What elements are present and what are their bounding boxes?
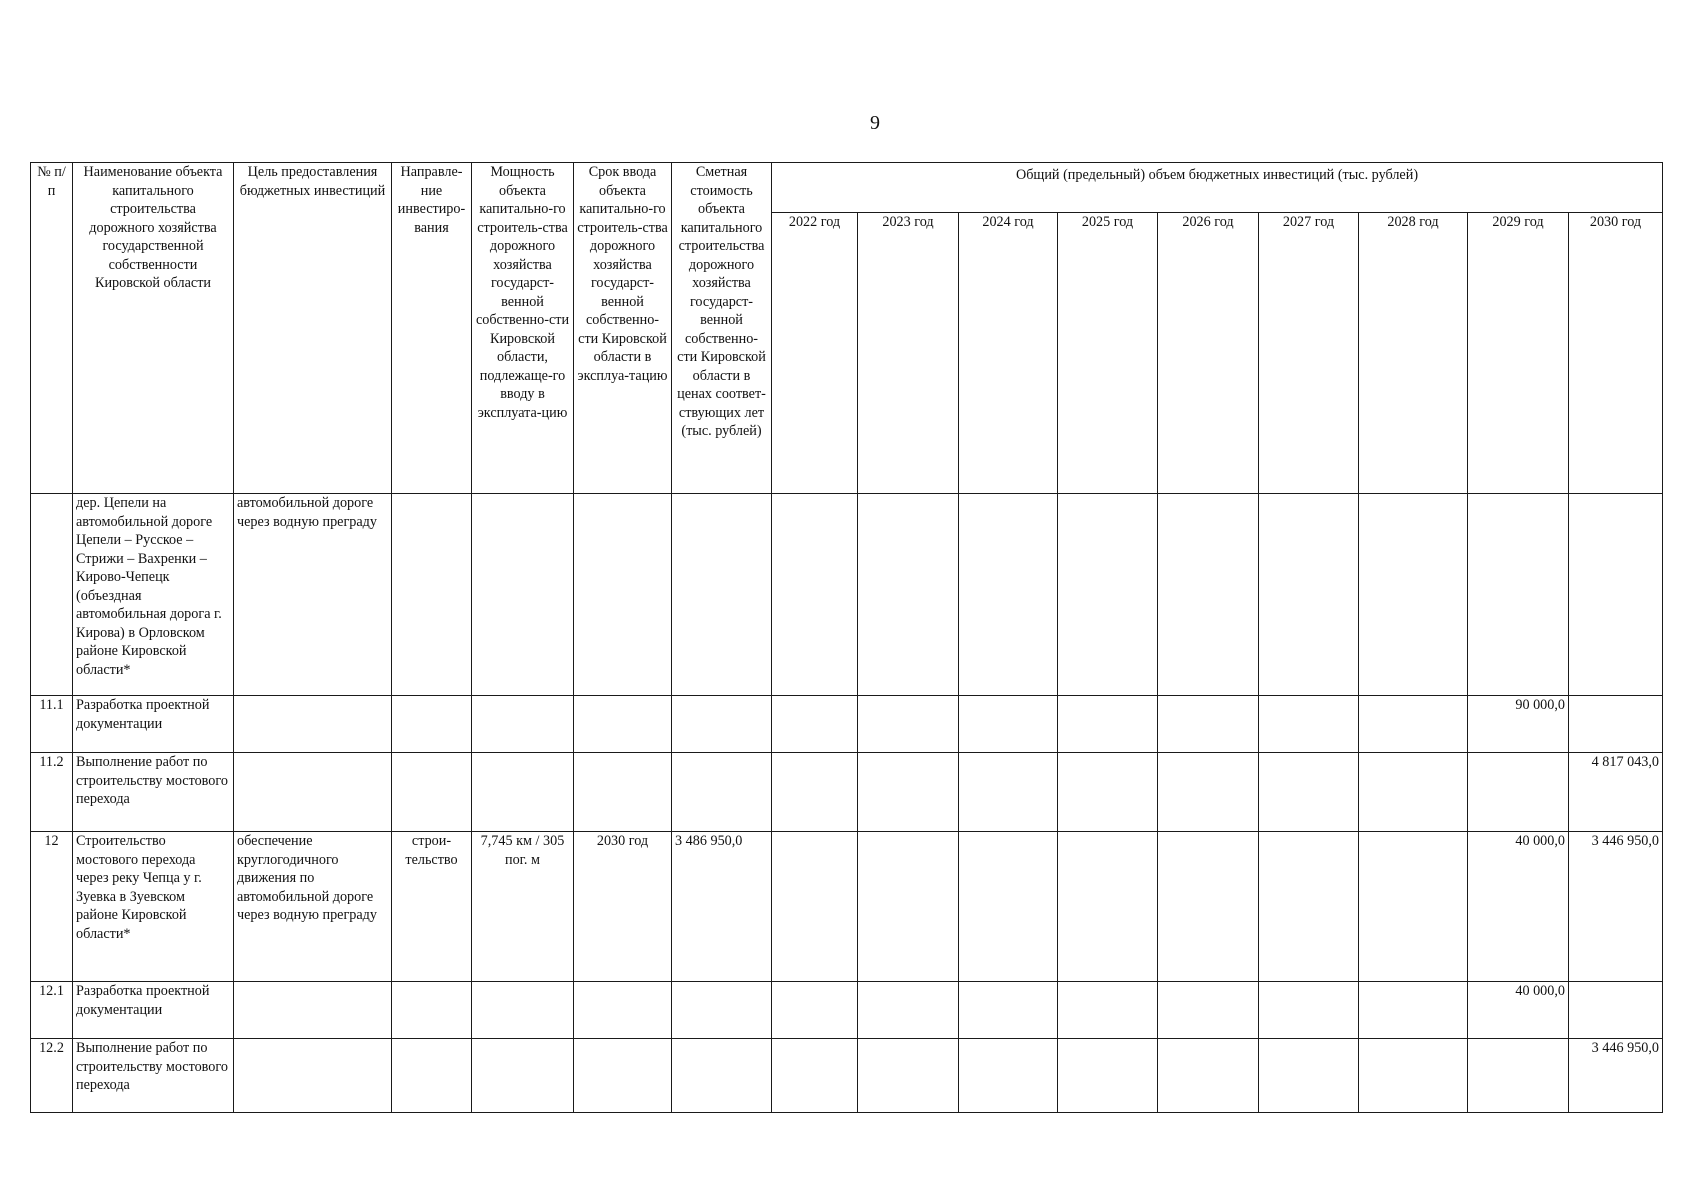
cell-year-value: [1158, 832, 1259, 982]
cell-capacity: [472, 982, 574, 1039]
cell-year-value: [772, 1039, 858, 1113]
header-direction: Направле-ние инвестиро-вания: [392, 163, 472, 494]
table-row: [31, 696, 1663, 753]
cell-year-value: [772, 494, 858, 696]
cell-cost: 3 486 950,0: [672, 832, 772, 982]
page-number: 9: [870, 112, 880, 134]
cell-year-value: [1569, 494, 1663, 696]
cell-name: Выполнение работ по строительству мостового перехода: [73, 753, 234, 832]
cell-year-value: [959, 753, 1058, 832]
cell-purpose: автомобильной дороге через водную преграду: [234, 494, 392, 696]
cell-year-value: [1058, 1039, 1158, 1113]
cell-year-value: [858, 1039, 959, 1113]
cell-num: 12: [31, 832, 73, 982]
cell-year-value: [1058, 494, 1158, 696]
cell-year-value: [1158, 1039, 1259, 1113]
cell-capacity: [472, 753, 574, 832]
cell-direction: [392, 494, 472, 696]
cell-num: 11.1: [31, 696, 73, 753]
table-row: [31, 832, 1663, 982]
cell-num: 12.2: [31, 1039, 73, 1113]
cell-cost: [672, 696, 772, 753]
cell-purpose: [234, 753, 392, 832]
cell-term: 2030 год: [574, 832, 672, 982]
cell-year-value: [1359, 982, 1468, 1039]
header-year: 2022 год: [772, 213, 858, 494]
cell-year-value: [959, 494, 1058, 696]
table-row: [31, 982, 1663, 1039]
cell-capacity: [472, 494, 574, 696]
cell-year-value: [1569, 982, 1663, 1039]
header-row: [31, 163, 1663, 213]
cell-year-value: 40 000,0: [1468, 982, 1569, 1039]
cell-term: [574, 982, 672, 1039]
cell-num: 11.2: [31, 753, 73, 832]
header-year: 2026 год: [1158, 213, 1259, 494]
cell-year-value: [858, 494, 959, 696]
header-capacity: Мощность объекта капитально-го строитель-ства дорожного хозяйства государст-венной собственно-сти Кировской области, подлежаще-го вводу в эксплуата-цию: [472, 163, 574, 494]
cell-year-value: [1468, 494, 1569, 696]
cell-year-value: 90 000,0: [1468, 696, 1569, 753]
cell-num: [31, 494, 73, 696]
cell-year-value: [1359, 494, 1468, 696]
header-year: 2025 год: [1058, 213, 1158, 494]
cell-year-value: [772, 832, 858, 982]
cell-year-value: [772, 696, 858, 753]
cell-year-value: [959, 1039, 1058, 1113]
cell-year-value: 3 446 950,0: [1569, 1039, 1663, 1113]
cell-year-value: [858, 753, 959, 832]
cell-capacity: [472, 696, 574, 753]
cell-year-value: 4 817 043,0: [1569, 753, 1663, 832]
header-total-investment: Общий (предельный) объем бюджетных инвестиций (тыс. рублей): [772, 163, 1663, 213]
cell-year-value: [1058, 832, 1158, 982]
cell-year-value: [772, 982, 858, 1039]
header-year: 2030 год: [1569, 213, 1663, 494]
cell-name: дер. Цепели на автомобильной дороге Цепели – Русское – Стрижи – Вахренки – Кирово-Чепецк (объездная автомобильная дорога г. Кирова) в Орловском районе Кировской области*: [73, 494, 234, 696]
cell-name: Разработка проектной документации: [73, 696, 234, 753]
cell-direction: строи-тельство: [392, 832, 472, 982]
header-name: Наименование объекта капитального строительства дорожного хозяйства государственной собственности Кировской области: [73, 163, 234, 494]
cell-purpose: [234, 696, 392, 753]
cell-year-value: [1259, 696, 1359, 753]
cell-year-value: [959, 696, 1058, 753]
cell-cost: [672, 753, 772, 832]
cell-term: [574, 696, 672, 753]
cell-cost: [672, 494, 772, 696]
table-row: [31, 494, 1663, 696]
cell-year-value: [1359, 753, 1468, 832]
cell-capacity: 7,745 км / 305 пог. м: [472, 832, 574, 982]
cell-year-value: [1259, 494, 1359, 696]
cell-year-value: [1058, 696, 1158, 753]
cell-year-value: [959, 832, 1058, 982]
cell-year-value: [1158, 494, 1259, 696]
cell-year-value: [1468, 753, 1569, 832]
investment-table: [30, 162, 1663, 1113]
cell-num: 12.1: [31, 982, 73, 1039]
cell-year-value: [1259, 832, 1359, 982]
cell-direction: [392, 696, 472, 753]
cell-year-value: [858, 982, 959, 1039]
cell-year-value: [1158, 753, 1259, 832]
cell-year-value: [1259, 1039, 1359, 1113]
cell-purpose: обеспечение круглогодичного движения по автомобильной дороге через водную преграду: [234, 832, 392, 982]
table-row: [31, 1039, 1663, 1113]
cell-purpose: [234, 1039, 392, 1113]
header-purpose: Цель предоставления бюджетных инвестиций: [234, 163, 392, 494]
cell-year-value: [1058, 982, 1158, 1039]
header-year: 2024 год: [959, 213, 1058, 494]
cell-year-value: [1058, 753, 1158, 832]
cell-year-value: [1158, 696, 1259, 753]
cell-year-value: 40 000,0: [1468, 832, 1569, 982]
table-row: [31, 753, 1663, 832]
cell-capacity: [472, 1039, 574, 1113]
cell-name: Строительство мостового перехода через реку Чепца у г. Зуевка в Зуевском районе Кировской области*: [73, 832, 234, 982]
cell-cost: [672, 982, 772, 1039]
cell-year-value: [1359, 832, 1468, 982]
header-cost: Сметная стоимость объекта капитального строительства дорожного хозяйства государст-венной собственно-сти Кировской области в ценах соответ-ствующих лет (тыс. рублей): [672, 163, 772, 494]
header-year: 2027 год: [1259, 213, 1359, 494]
cell-year-value: [1359, 696, 1468, 753]
header-year: 2029 год: [1468, 213, 1569, 494]
cell-year-value: [1259, 982, 1359, 1039]
cell-name: Разработка проектной документации: [73, 982, 234, 1039]
header-year: 2023 год: [858, 213, 959, 494]
cell-direction: [392, 753, 472, 832]
cell-term: [574, 494, 672, 696]
cell-term: [574, 753, 672, 832]
cell-year-value: [858, 832, 959, 982]
cell-direction: [392, 1039, 472, 1113]
header-num: № п/п: [31, 163, 73, 494]
cell-year-value: [1158, 982, 1259, 1039]
cell-year-value: [1468, 1039, 1569, 1113]
cell-year-value: 3 446 950,0: [1569, 832, 1663, 982]
cell-year-value: [1359, 1039, 1468, 1113]
cell-term: [574, 1039, 672, 1113]
header-term: Срок ввода объекта капитально-го строитель-ства дорожного хозяйства государст-венной собственно-сти Кировской области в эксплуа-тацию: [574, 163, 672, 494]
header-year: 2028 год: [1359, 213, 1468, 494]
cell-direction: [392, 982, 472, 1039]
cell-year-value: [1569, 696, 1663, 753]
cell-name: Выполнение работ по строительству мостового перехода: [73, 1039, 234, 1113]
cell-year-value: [959, 982, 1058, 1039]
cell-purpose: [234, 982, 392, 1039]
cell-year-value: [772, 753, 858, 832]
cell-year-value: [858, 696, 959, 753]
cell-cost: [672, 1039, 772, 1113]
cell-year-value: [1259, 753, 1359, 832]
